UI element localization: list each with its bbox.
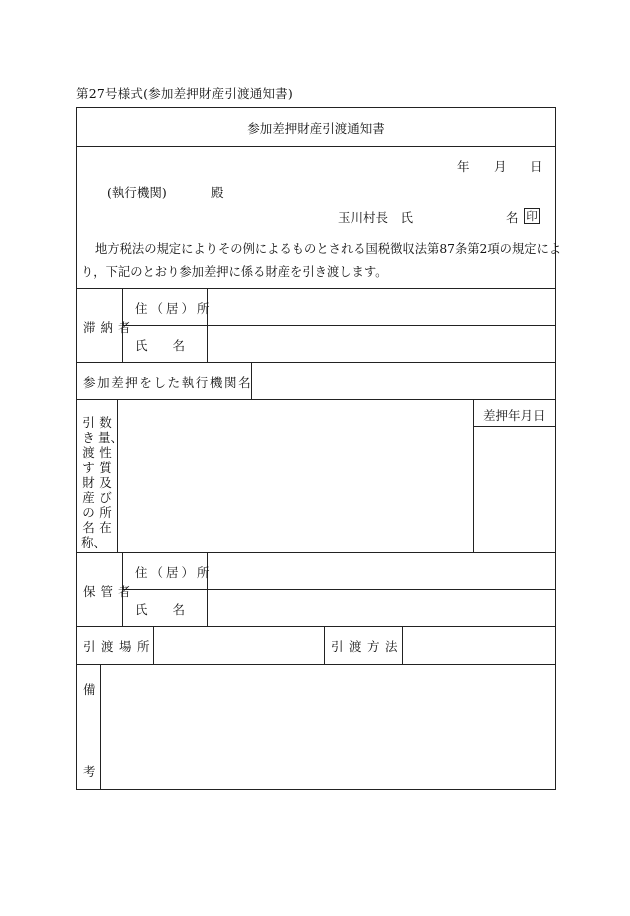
- property-label-col1: 引き渡す財産の名称、: [81, 415, 107, 550]
- seizing-agency-label: 参加差押をした執行機関名: [83, 375, 253, 390]
- notice-body-line2: り，下記のとおり参加差押に係る財産を引き渡します。: [81, 265, 388, 279]
- vrule-seizure-date: [473, 399, 474, 552]
- form-frame: [76, 107, 562, 790]
- remarks-label-top: 備: [83, 682, 96, 697]
- vrule-remarks: [100, 664, 101, 789]
- rule-property: [77, 552, 555, 553]
- delinquent-address-label: 住（居）所: [135, 301, 213, 316]
- addressee-honorific: 殿: [211, 185, 224, 200]
- rule-delivery: [77, 664, 555, 665]
- delivery-place-label: 引渡場所: [83, 639, 156, 654]
- rule-seizure-date: [473, 426, 555, 427]
- rule-custodian-mid: [122, 589, 555, 590]
- property-label-col2: 数量、性質及び所在: [98, 415, 124, 535]
- custodian-name-label: 氏 名: [135, 602, 186, 617]
- form-id: 第27号様式(参加差押財産引渡通知書): [76, 86, 293, 101]
- delinquent-name-label: 氏 名: [135, 338, 186, 353]
- form-title: 参加差押財産引渡通知書: [247, 121, 385, 136]
- rule-delinquent: [77, 362, 555, 363]
- date-month: 月: [494, 159, 507, 174]
- remarks-label-bottom: 考: [83, 764, 96, 779]
- seal-mark: 印: [524, 208, 540, 224]
- rule-title: [77, 146, 555, 147]
- addressee-agency: (執行機関): [107, 185, 167, 200]
- rule-delinquent-mid: [122, 325, 555, 326]
- seizure-date-label: 差押年月日: [483, 408, 546, 423]
- rule-custodian: [77, 626, 555, 627]
- vrule-property: [117, 399, 118, 552]
- rule-agency: [77, 399, 555, 400]
- custodian-address-label: 住（居）所: [135, 565, 213, 580]
- date-day: 日: [530, 159, 543, 174]
- custodian-label: 保管者: [83, 584, 136, 599]
- vrule-method-left: [324, 626, 325, 664]
- delinquent-label: 滞納者: [83, 320, 136, 335]
- sender-label: 玉川村長 氏: [338, 210, 414, 225]
- rule-notice: [77, 288, 555, 289]
- notice-body-line1: 地方税法の規定によりその例によるものとされる国税徴収法第87条第2項の規定によ: [95, 242, 562, 256]
- delivery-method-label: 引渡方法: [331, 639, 404, 654]
- date-year: 年: [457, 159, 470, 174]
- sender-name-label: 名: [506, 210, 519, 225]
